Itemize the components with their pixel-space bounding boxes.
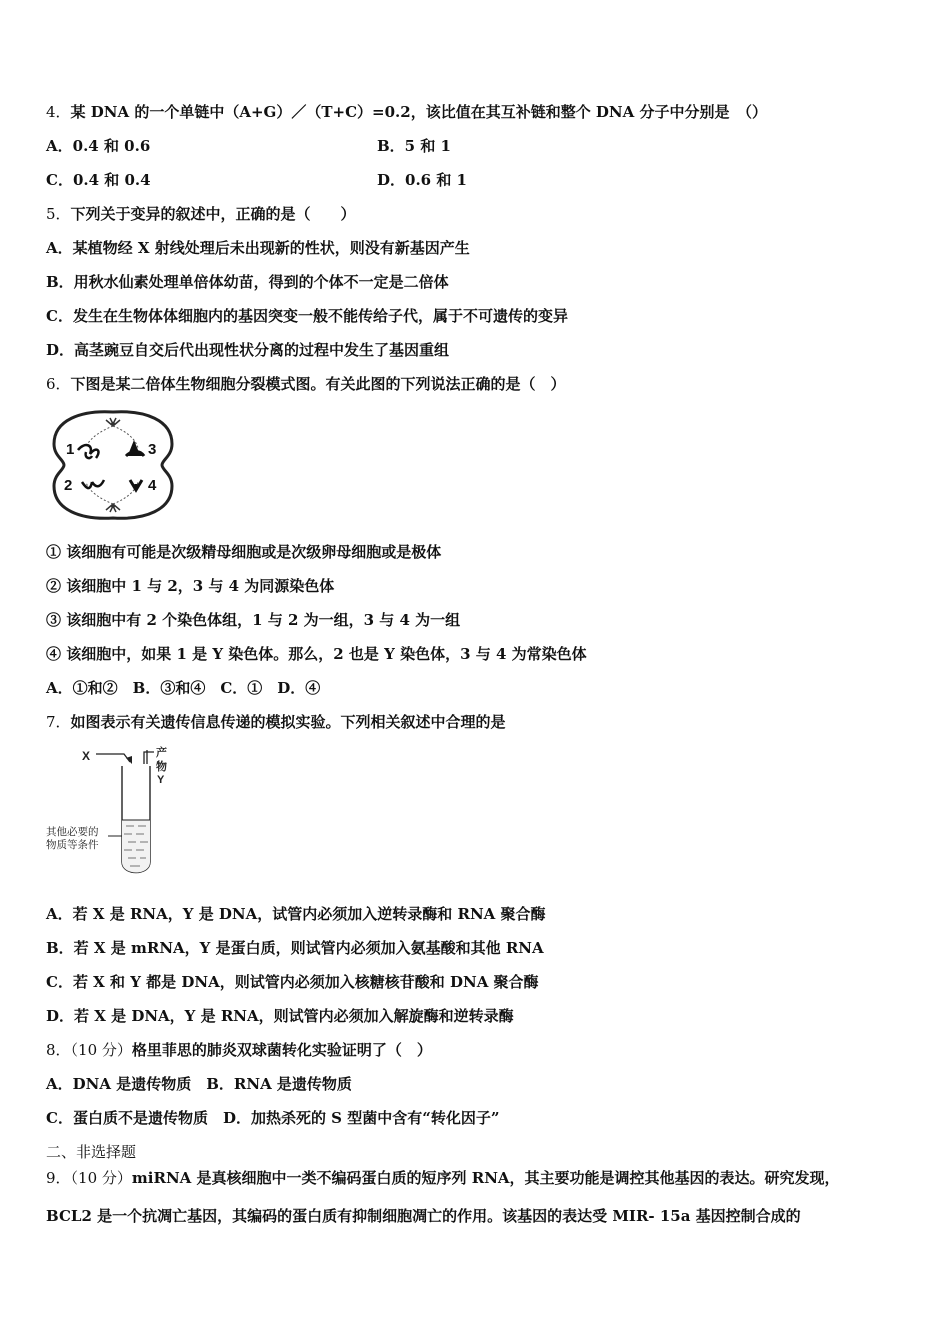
spindle-pole-top: [106, 418, 120, 426]
chromosome-2: [82, 480, 104, 488]
chromosome-label-3: 3: [148, 441, 157, 458]
chromosome-3: [126, 444, 144, 456]
q8-number: 8．（10 分）: [46, 1041, 132, 1059]
section-heading-non-choice: 二、非选择题: [46, 1143, 137, 1161]
q9-line-2: BCL2 是一个抗凋亡基因，其编码的蛋白质有抑制细胞凋亡的作用。该基因的表达受 MIR- 15a 基因控制合成的: [46, 1207, 801, 1225]
q5-option-a: A．某植物经 X 射线处理后未出现新的性状，则没有新基因产生: [46, 239, 470, 257]
conditions-label-2: 物质等条件: [46, 839, 99, 851]
q7-number: 7．: [46, 713, 71, 731]
q7-option-a: A．若 X 是 RNA，Y 是 DNA，试管内必须加入逆转录酶和 RNA 聚合酶: [46, 905, 546, 923]
product-label-1: 产: [156, 746, 167, 759]
q6-statement-1: ① 该细胞有可能是次级精母细胞或是次级卵母细胞或是极体: [46, 543, 442, 561]
q4-option-d: D．0.6 和 1: [377, 171, 467, 189]
q6-stem: [46, 374, 566, 394]
chromosome-label-2: 2: [64, 477, 73, 494]
q9-number: 9．（10 分）: [46, 1169, 132, 1187]
q8-stem: [46, 1040, 432, 1060]
q4-number: 4．: [46, 103, 71, 121]
q7-option-b: B．若 X 是 mRNA，Y 是蛋白质，则试管内必须加入氨基酸和其他 RNA: [46, 939, 544, 957]
q6-statement-2: ② 该细胞中 1 与 2，3 与 4 为同源染色体: [46, 577, 335, 595]
test-tube-figure: [46, 744, 172, 884]
q5-stem-text: 下列关于变异的叙述中，正确的是（ ）: [70, 205, 356, 223]
q5-number: 5．: [46, 205, 71, 223]
q6-number: 6．: [46, 375, 71, 393]
q4-stem: [46, 102, 767, 122]
q8-stem-text: 格里菲思的肺炎双球菌转化实验证明了（ ）: [131, 1041, 432, 1059]
q6-statement-4: ④ 该细胞中，如果 1 是 Y 染色体。那么，2 也是 Y 染色体，3 与 4 为常染色体: [46, 645, 587, 663]
q7-stem-text: 如图表示有关遗传信息传递的模拟实验。下列相关叙述中合理的是: [70, 713, 506, 731]
chromosome-label-1: 1: [66, 441, 75, 458]
product-y-label: Y: [157, 774, 165, 786]
spindle-fibers: [86, 426, 138, 504]
tube-liquid: [122, 820, 150, 873]
q4-option-b: B．5 和 1: [377, 137, 451, 155]
q4-option-a: A．0.4 和 0.6: [46, 137, 151, 155]
spindle-pole-bottom: [106, 504, 120, 512]
q9-line-1-text: miRNA 是真核细胞中一类不编码蛋白质的短序列 RNA，其主要功能是调控其他基因的表达。研究发现，: [131, 1169, 840, 1187]
chromosome-1: [78, 445, 98, 458]
q8-options-ab: A．DNA 是遗传物质 B．RNA 是遗传物质: [46, 1075, 352, 1093]
input-x-label: X: [82, 749, 91, 763]
q9-line-1: [46, 1168, 840, 1188]
q5-option-b: B．用秋水仙素处理单倍体幼苗，得到的个体不一定是二倍体: [46, 273, 449, 291]
chromosome-label-4: 4: [148, 477, 157, 494]
q8-options-cd: C．蛋白质不是遗传物质 D．加热杀死的 S 型菌中含有“转化因子”: [46, 1109, 500, 1127]
cell-membrane: [54, 412, 172, 518]
conditions-label-1: 其他必要的: [46, 826, 99, 838]
q7-option-d: D．若 X 是 DNA，Y 是 RNA，则试管内必须加入解旋酶和逆转录酶: [46, 1007, 514, 1025]
q5-stem: [46, 204, 356, 224]
q6-stem-text: 下图是某二倍体生物细胞分裂模式图。有关此图的下列说法正确的是（ ）: [70, 375, 566, 393]
input-arrow: [96, 754, 130, 762]
cell-division-figure: [50, 406, 176, 524]
output-tube: [144, 752, 154, 764]
q7-option-c: C．若 X 和 Y 都是 DNA，则试管内必须加入核糖核苷酸和 DNA 聚合酶: [46, 973, 539, 991]
q6-options: A．①和② B．③和④ C．① D．④: [46, 679, 321, 697]
chromosome-4: [130, 480, 142, 490]
q4-option-c: C．0.4 和 0.4: [46, 171, 151, 189]
q7-stem: [46, 712, 506, 732]
q4-stem-text: 某 DNA 的一个单链中（A+G）／（T+C）=0.2，该比值在其互补链和整个 DNA 分子中分别是 （）: [70, 103, 768, 121]
product-label-2: 物: [156, 760, 167, 773]
q5-option-c: C．发生在生物体体细胞内的基因突变一般不能传给子代，属于不可遗传的变异: [46, 307, 568, 325]
q5-option-d: D．高茎豌豆自交后代出现性状分离的过程中发生了基因重组: [46, 341, 450, 359]
q6-statement-3: ③ 该细胞中有 2 个染色体组，1 与 2 为一组，3 与 4 为一组: [46, 611, 461, 629]
